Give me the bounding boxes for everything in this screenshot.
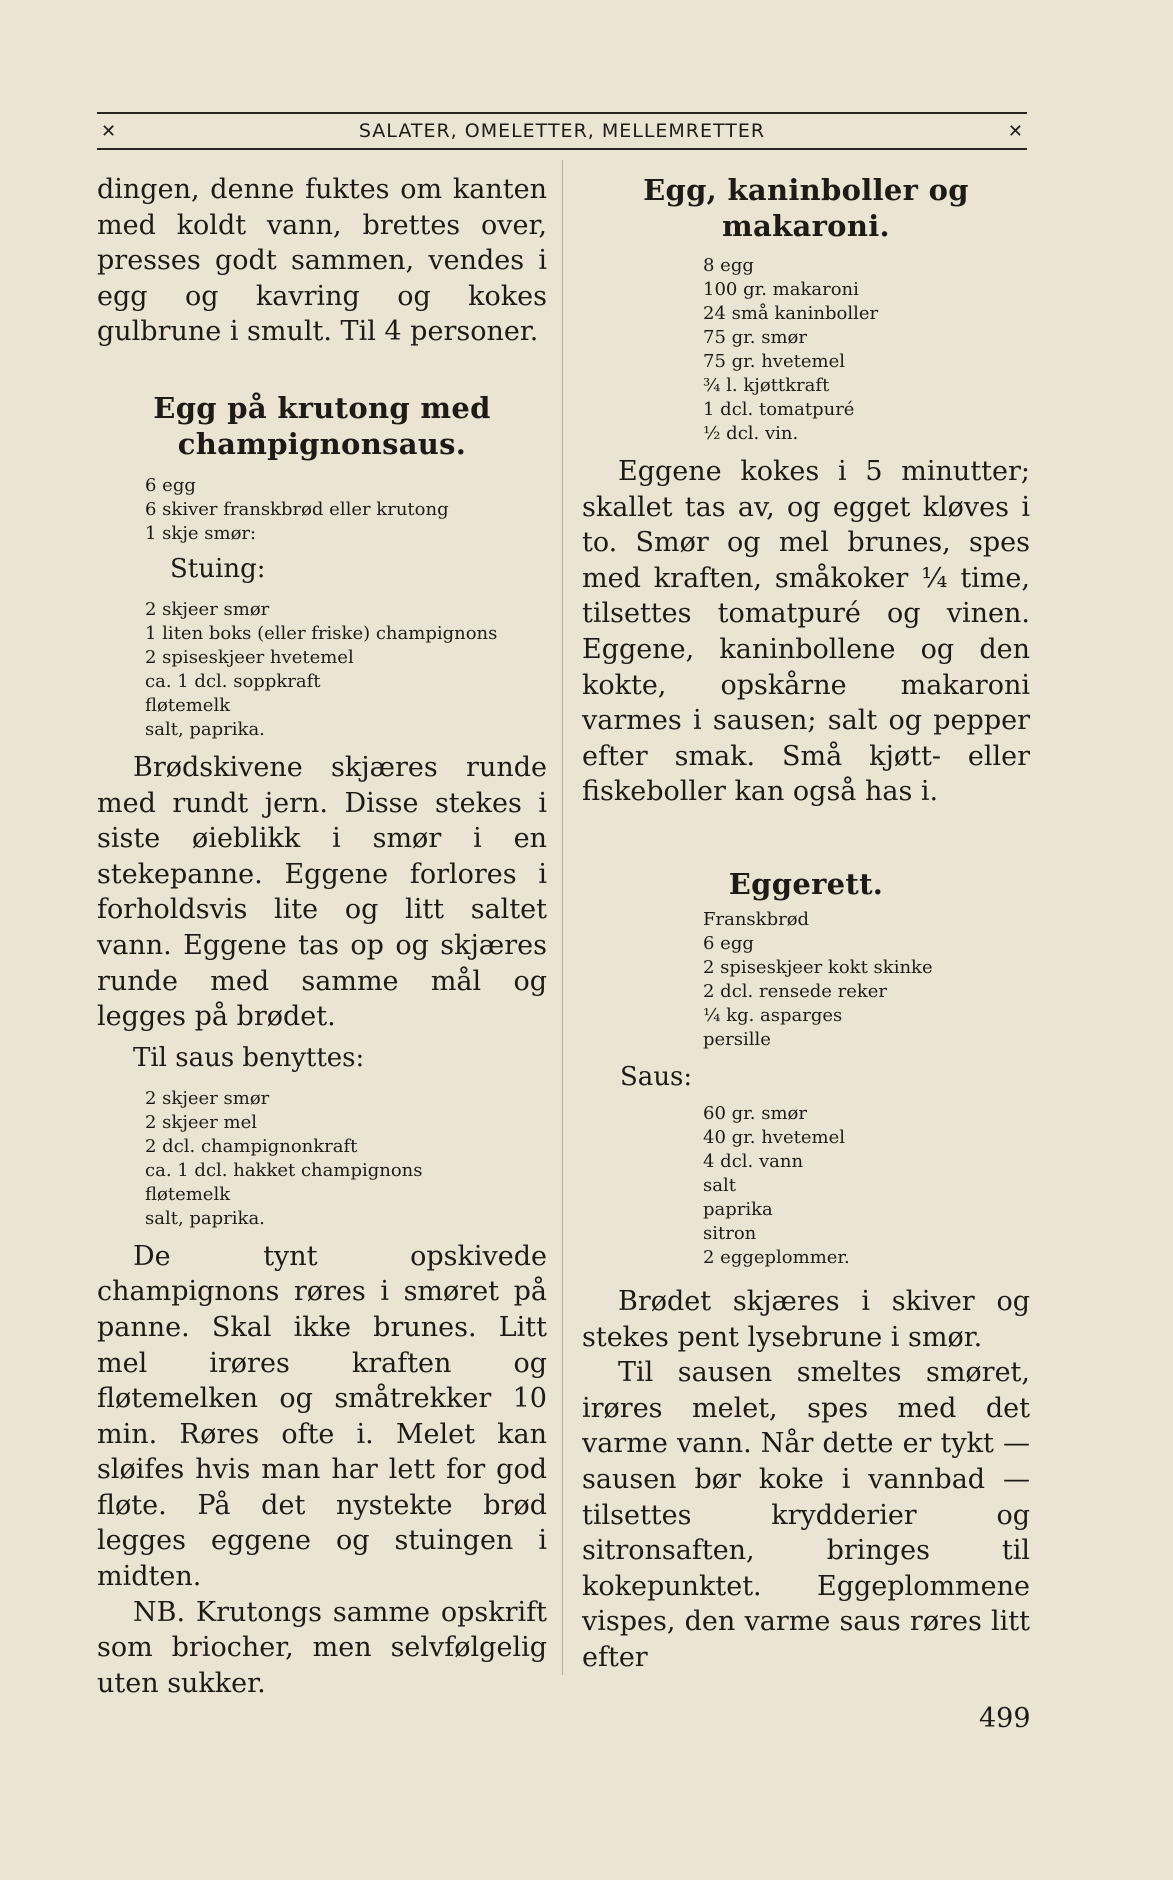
ingredient: Franskbrød xyxy=(703,908,810,930)
ingredient: 2 dcl. rensede reker xyxy=(703,980,888,1002)
ingredient: 2 skjeer mel xyxy=(145,1111,258,1133)
ingredient: ca. 1 dcl. hakket champignons xyxy=(145,1159,423,1181)
ingredient: fløtemelk xyxy=(145,1183,231,1205)
ingredient: 24 små kaninboller xyxy=(703,303,879,324)
ingredient: salt, paprika. xyxy=(145,1207,265,1229)
ingredient: 6 egg xyxy=(703,932,754,954)
ingredient: 2 eggeplommer. xyxy=(703,1246,850,1268)
ingredient: 100 gr. makaroni xyxy=(703,279,859,300)
ingredient: ¼ kg. asparges xyxy=(703,1004,843,1026)
saus-ingredient-list xyxy=(145,1087,547,1231)
ingredient-list xyxy=(703,908,1030,1052)
ingredient: salt, paprika. xyxy=(145,718,265,740)
ingredient: persille xyxy=(703,1028,771,1050)
ingredient: 1 skje smør: xyxy=(145,522,257,544)
right-column xyxy=(582,172,1030,1675)
ingredient: fløtemelk xyxy=(145,694,231,716)
method-paragraph: Brødskivene skjæres runde med rundt jern. Disse stekes i siste øieblikk i smør i en stekepanne. Eggene forlores i forholdsvis lite og litt saltet vann. Eggene tas op og skjæres runde med samme mål og legges på brødet. xyxy=(97,751,547,1033)
page-number: 499 xyxy=(979,1703,1031,1734)
note-paragraph: NB. Krutongs samme opskrift som briocher, men selvfølgelig uten sukker. xyxy=(97,1596,547,1699)
recipe-title-line1: Egg på krutong med xyxy=(153,390,491,425)
ingredient: ca. 1 dcl. soppkraft xyxy=(145,670,321,692)
method-paragraph: Eggene kokes i 5 minutter; skallet tas av, og egget kløves i to. Smør og mel brunes, spes med kraften, småkoker ¼ time, tilsettes tomatpuré og vinen. Eggene, kaninbollene og den kokte, opskårne makaroni varmes i sausen; salt og pepper efter smak. Små kjøtt- eller fiskeboller kan også has i. xyxy=(582,456,1030,808)
ingredient: 8 egg xyxy=(703,255,754,276)
recipe-title: Eggerett. xyxy=(728,866,884,901)
ingredient: 2 dcl. champignonkraft xyxy=(145,1135,358,1157)
saus-label: Til saus benyttes: xyxy=(133,1042,365,1073)
ingredient: 1 dcl. tomatpuré xyxy=(703,399,855,420)
stuing-ingredient-list xyxy=(145,598,547,742)
saus-ingredient-list xyxy=(703,1102,1030,1270)
ingredient: 2 spiseskjeer kokt skinke xyxy=(703,956,933,978)
ingredient: 75 gr. hvetemel xyxy=(703,351,845,372)
recipe-title-line2: champignonsaus. xyxy=(177,426,467,461)
recipe-title-line1: Egg, kaninboller og xyxy=(643,173,969,207)
ingredient: 60 gr. smør xyxy=(703,1102,807,1124)
ingredient: ½ dcl. vin. xyxy=(703,423,799,444)
running-header xyxy=(97,112,1027,150)
ingredient: 6 skiver franskbrød eller krutong xyxy=(145,498,449,520)
ingredient-list xyxy=(145,474,547,546)
method-paragraph: De tynt opskivede champignons røres i smøret på panne. Skal ikke brunes. Litt mel irøres kraften og fløtemelken og småtrekker 10 min. Røres ofte i. Melet kan sløifes hvis man har lett for god fløte. På det nystekte brød legges eggene og stuingen i midten. xyxy=(97,1240,547,1593)
ingredient-list xyxy=(703,254,1030,446)
recipe-title-line2: makaroni. xyxy=(722,209,890,243)
ingredient: 75 gr. smør xyxy=(703,327,807,348)
ingredient: 1 liten boks (eller friske) champignons xyxy=(145,622,498,644)
column-divider xyxy=(562,160,563,1675)
ingredient: ¾ l. kjøttkraft xyxy=(703,375,830,396)
saus-label: Saus: xyxy=(620,1061,693,1092)
method-paragraph: Til sausen smeltes smøret, irøres melet, spes med det varme vann. Når dette er tykt — sausen bør koke i vannbad — tilsettes krydderier og sitronsaften, bringes til kokepunktet. Eggeplommene vispes, den varme saus røres litt efter xyxy=(582,1357,1030,1673)
ingredient: paprika xyxy=(703,1198,773,1220)
method-paragraph: Brødet skjæres i skiver og stekes pent lysebrune i smør. xyxy=(582,1285,1030,1353)
ingredient: 4 dcl. vann xyxy=(703,1150,804,1172)
ingredient: sitron xyxy=(703,1222,757,1244)
ingredient: 2 skjeer smør xyxy=(145,1087,270,1109)
left-column xyxy=(97,172,547,1701)
ingredient: 2 spiseskjeer hvetemel xyxy=(145,646,354,668)
intro-paragraph: dingen, denne fuktes om kanten med koldt vann, brettes over, presses godt sammen, vendes i egg og kavring og kokes gulbrune i smult. Til 4 personer. xyxy=(97,174,547,348)
header-right-ornament: ✕ xyxy=(1007,120,1023,142)
header-title: SALATER, OMELETTER, MELLEMRETTER xyxy=(358,120,766,142)
stuing-label: Stuing: xyxy=(170,553,266,584)
ingredient: 2 skjeer smør xyxy=(145,598,270,620)
header-left-ornament: ✕ xyxy=(101,120,117,142)
ingredient: salt xyxy=(703,1174,736,1196)
ingredient: 6 egg xyxy=(145,474,196,496)
ingredient: 40 gr. hvetemel xyxy=(703,1126,845,1148)
